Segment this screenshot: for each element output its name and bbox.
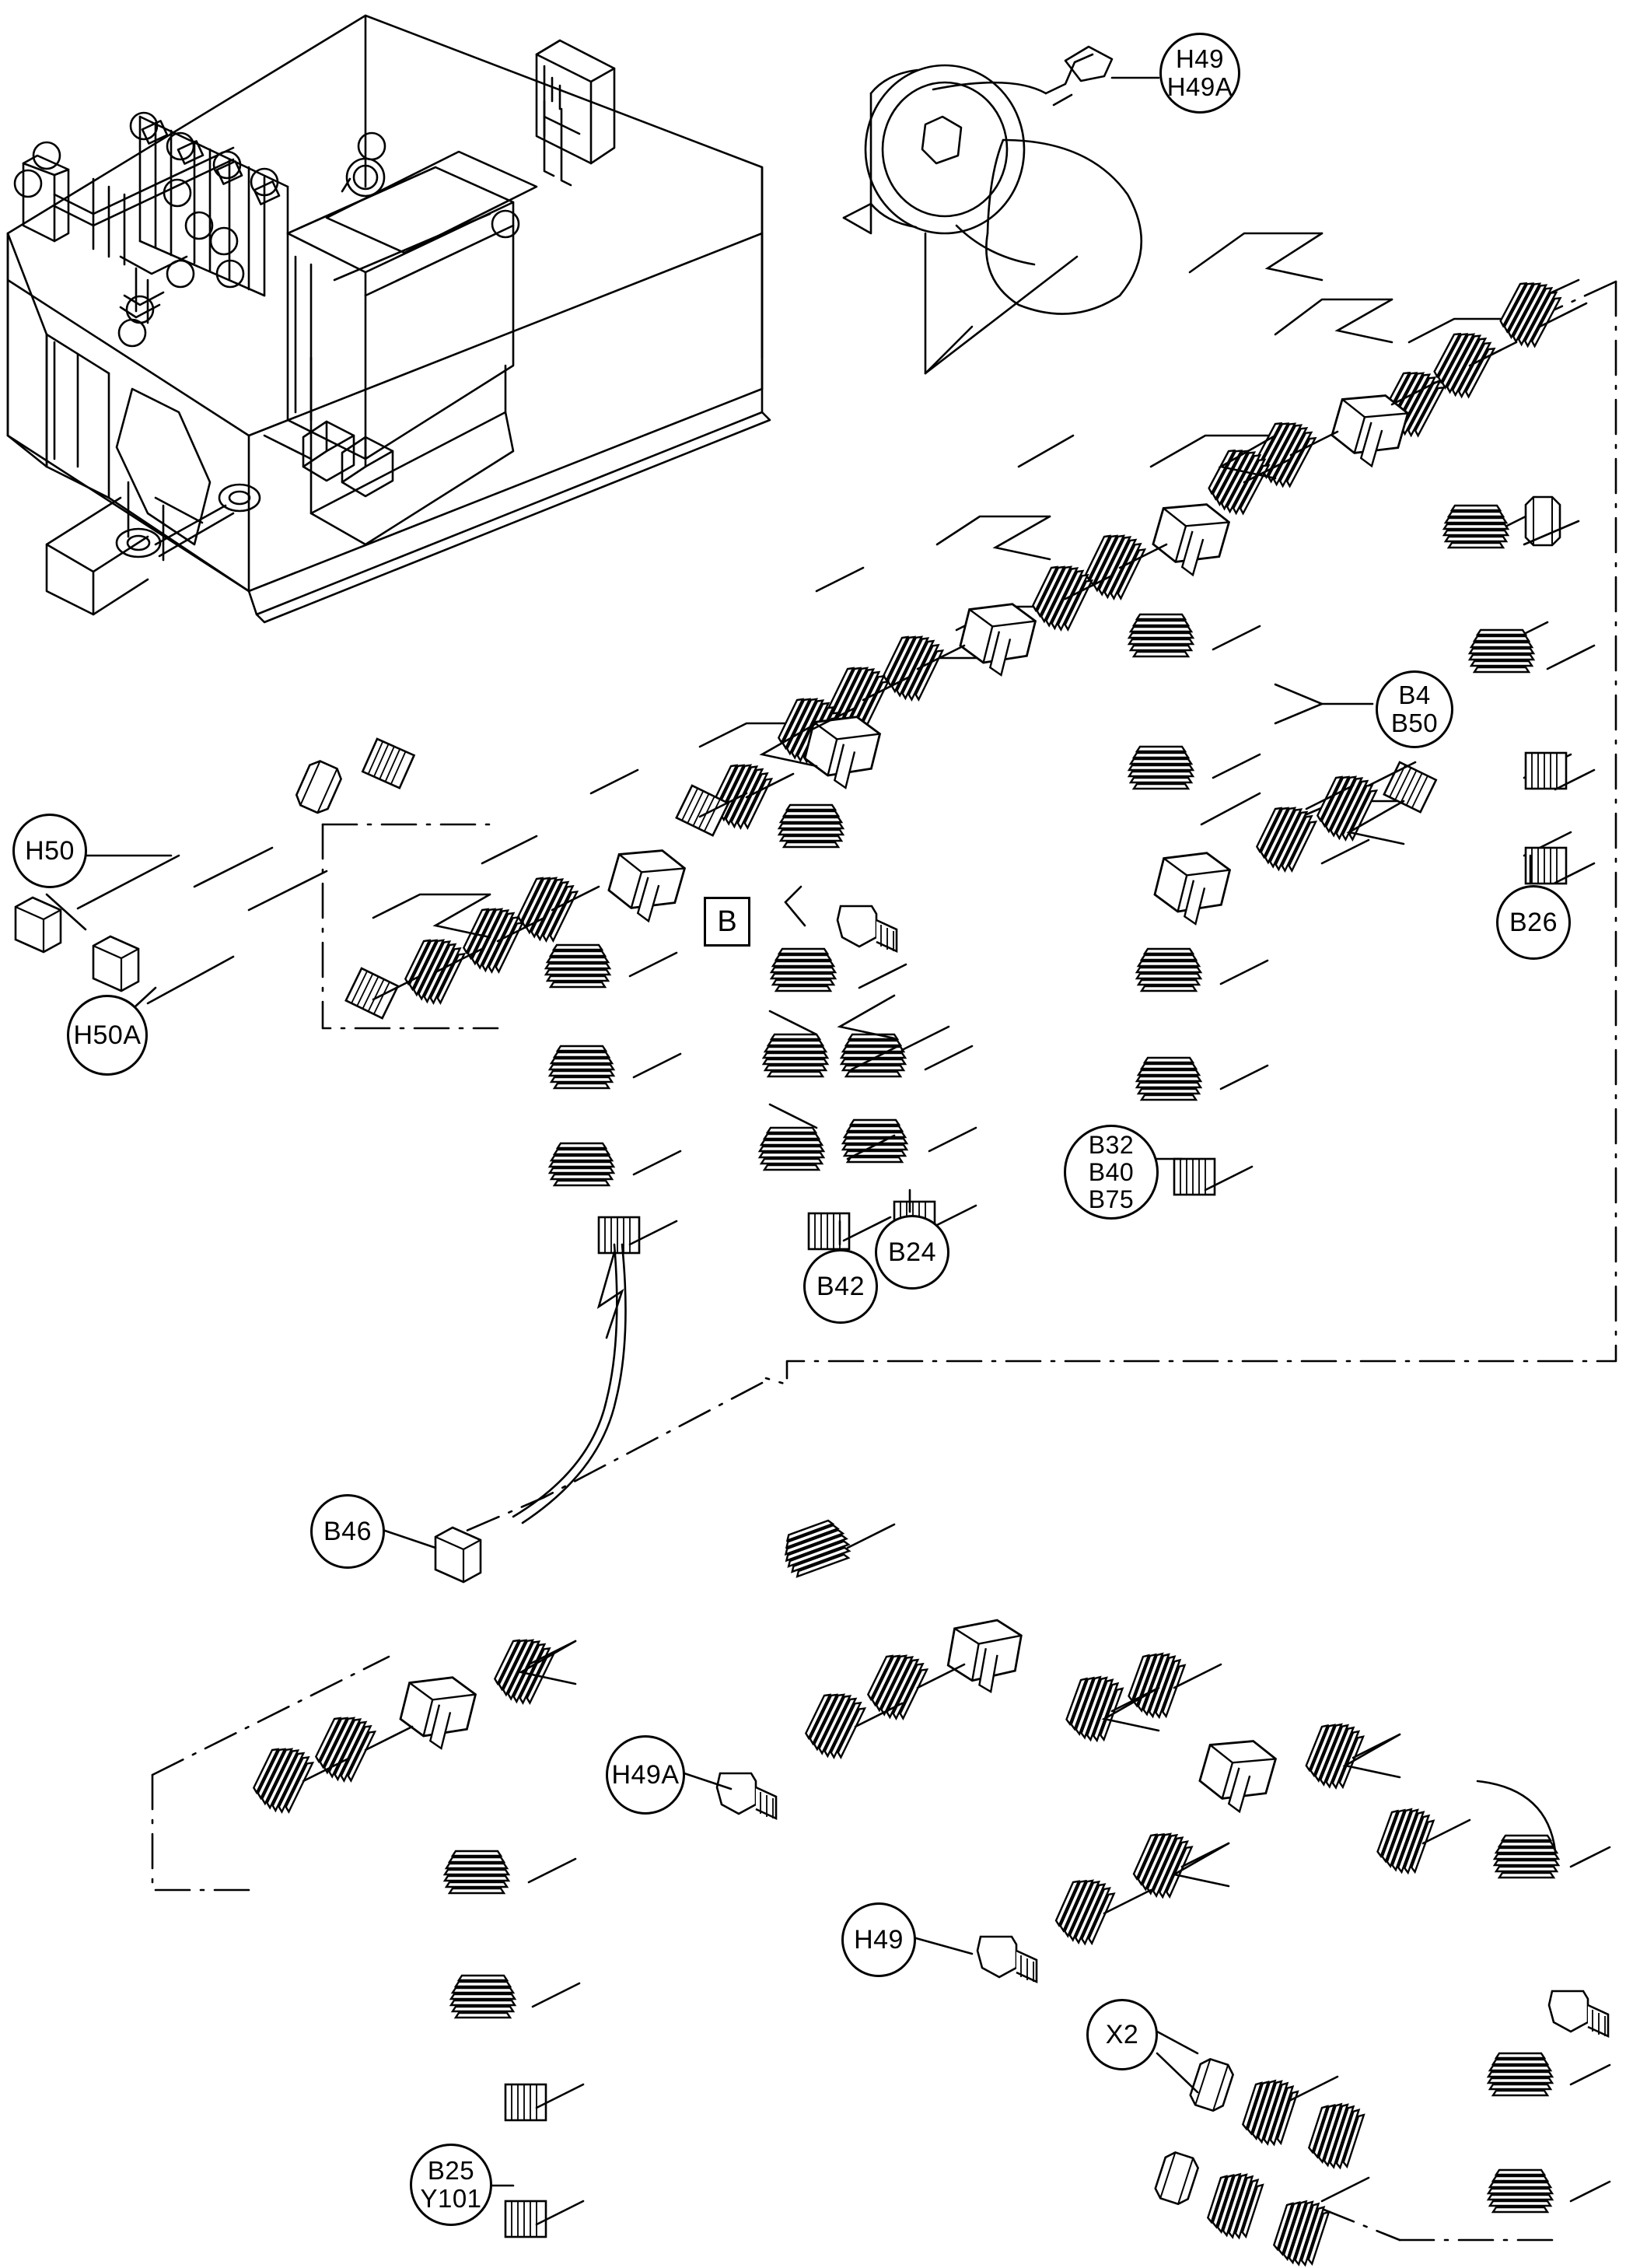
callout-h50a	[67, 995, 148, 1076]
callout-line: H49	[854, 1925, 904, 1955]
callout-h49a	[606, 1735, 685, 1815]
callout-line: H50	[25, 836, 75, 866]
callout-line: B50	[1390, 709, 1439, 737]
callout-h49	[841, 1902, 916, 1977]
callout-b42	[803, 1249, 878, 1324]
callout-line: B26	[1509, 908, 1558, 937]
callout-h50	[12, 814, 87, 888]
callout-line: X2	[1105, 2020, 1139, 2049]
callout-b26	[1496, 885, 1571, 960]
callout-line: B25	[427, 2156, 475, 2185]
callout-line: B4	[1398, 681, 1431, 709]
callout-b4-b50	[1376, 670, 1453, 748]
callout-line: B75	[1088, 1185, 1135, 1213]
callout-b25-y101	[410, 2144, 492, 2226]
callout-line: B40	[1088, 1157, 1135, 1186]
callout-h49-h49a	[1159, 33, 1240, 114]
callout-line: H49A	[1166, 72, 1233, 101]
callout-line: B46	[323, 1517, 372, 1546]
callout-x2	[1086, 1999, 1158, 2070]
callout-line: H49	[1175, 44, 1225, 73]
callout-line: H49A	[611, 1760, 680, 1790]
callout-b32-b40-b75	[1064, 1125, 1159, 1220]
callout-b24	[875, 1215, 949, 1290]
section-label-b: B	[704, 897, 750, 947]
callout-line: B32	[1088, 1130, 1135, 1159]
callout-line: B24	[888, 1237, 936, 1267]
callout-line: B42	[816, 1272, 865, 1301]
callout-line: H50A	[73, 1020, 142, 1050]
callout-b46	[310, 1494, 385, 1569]
callout-line: Y101	[420, 2184, 482, 2213]
